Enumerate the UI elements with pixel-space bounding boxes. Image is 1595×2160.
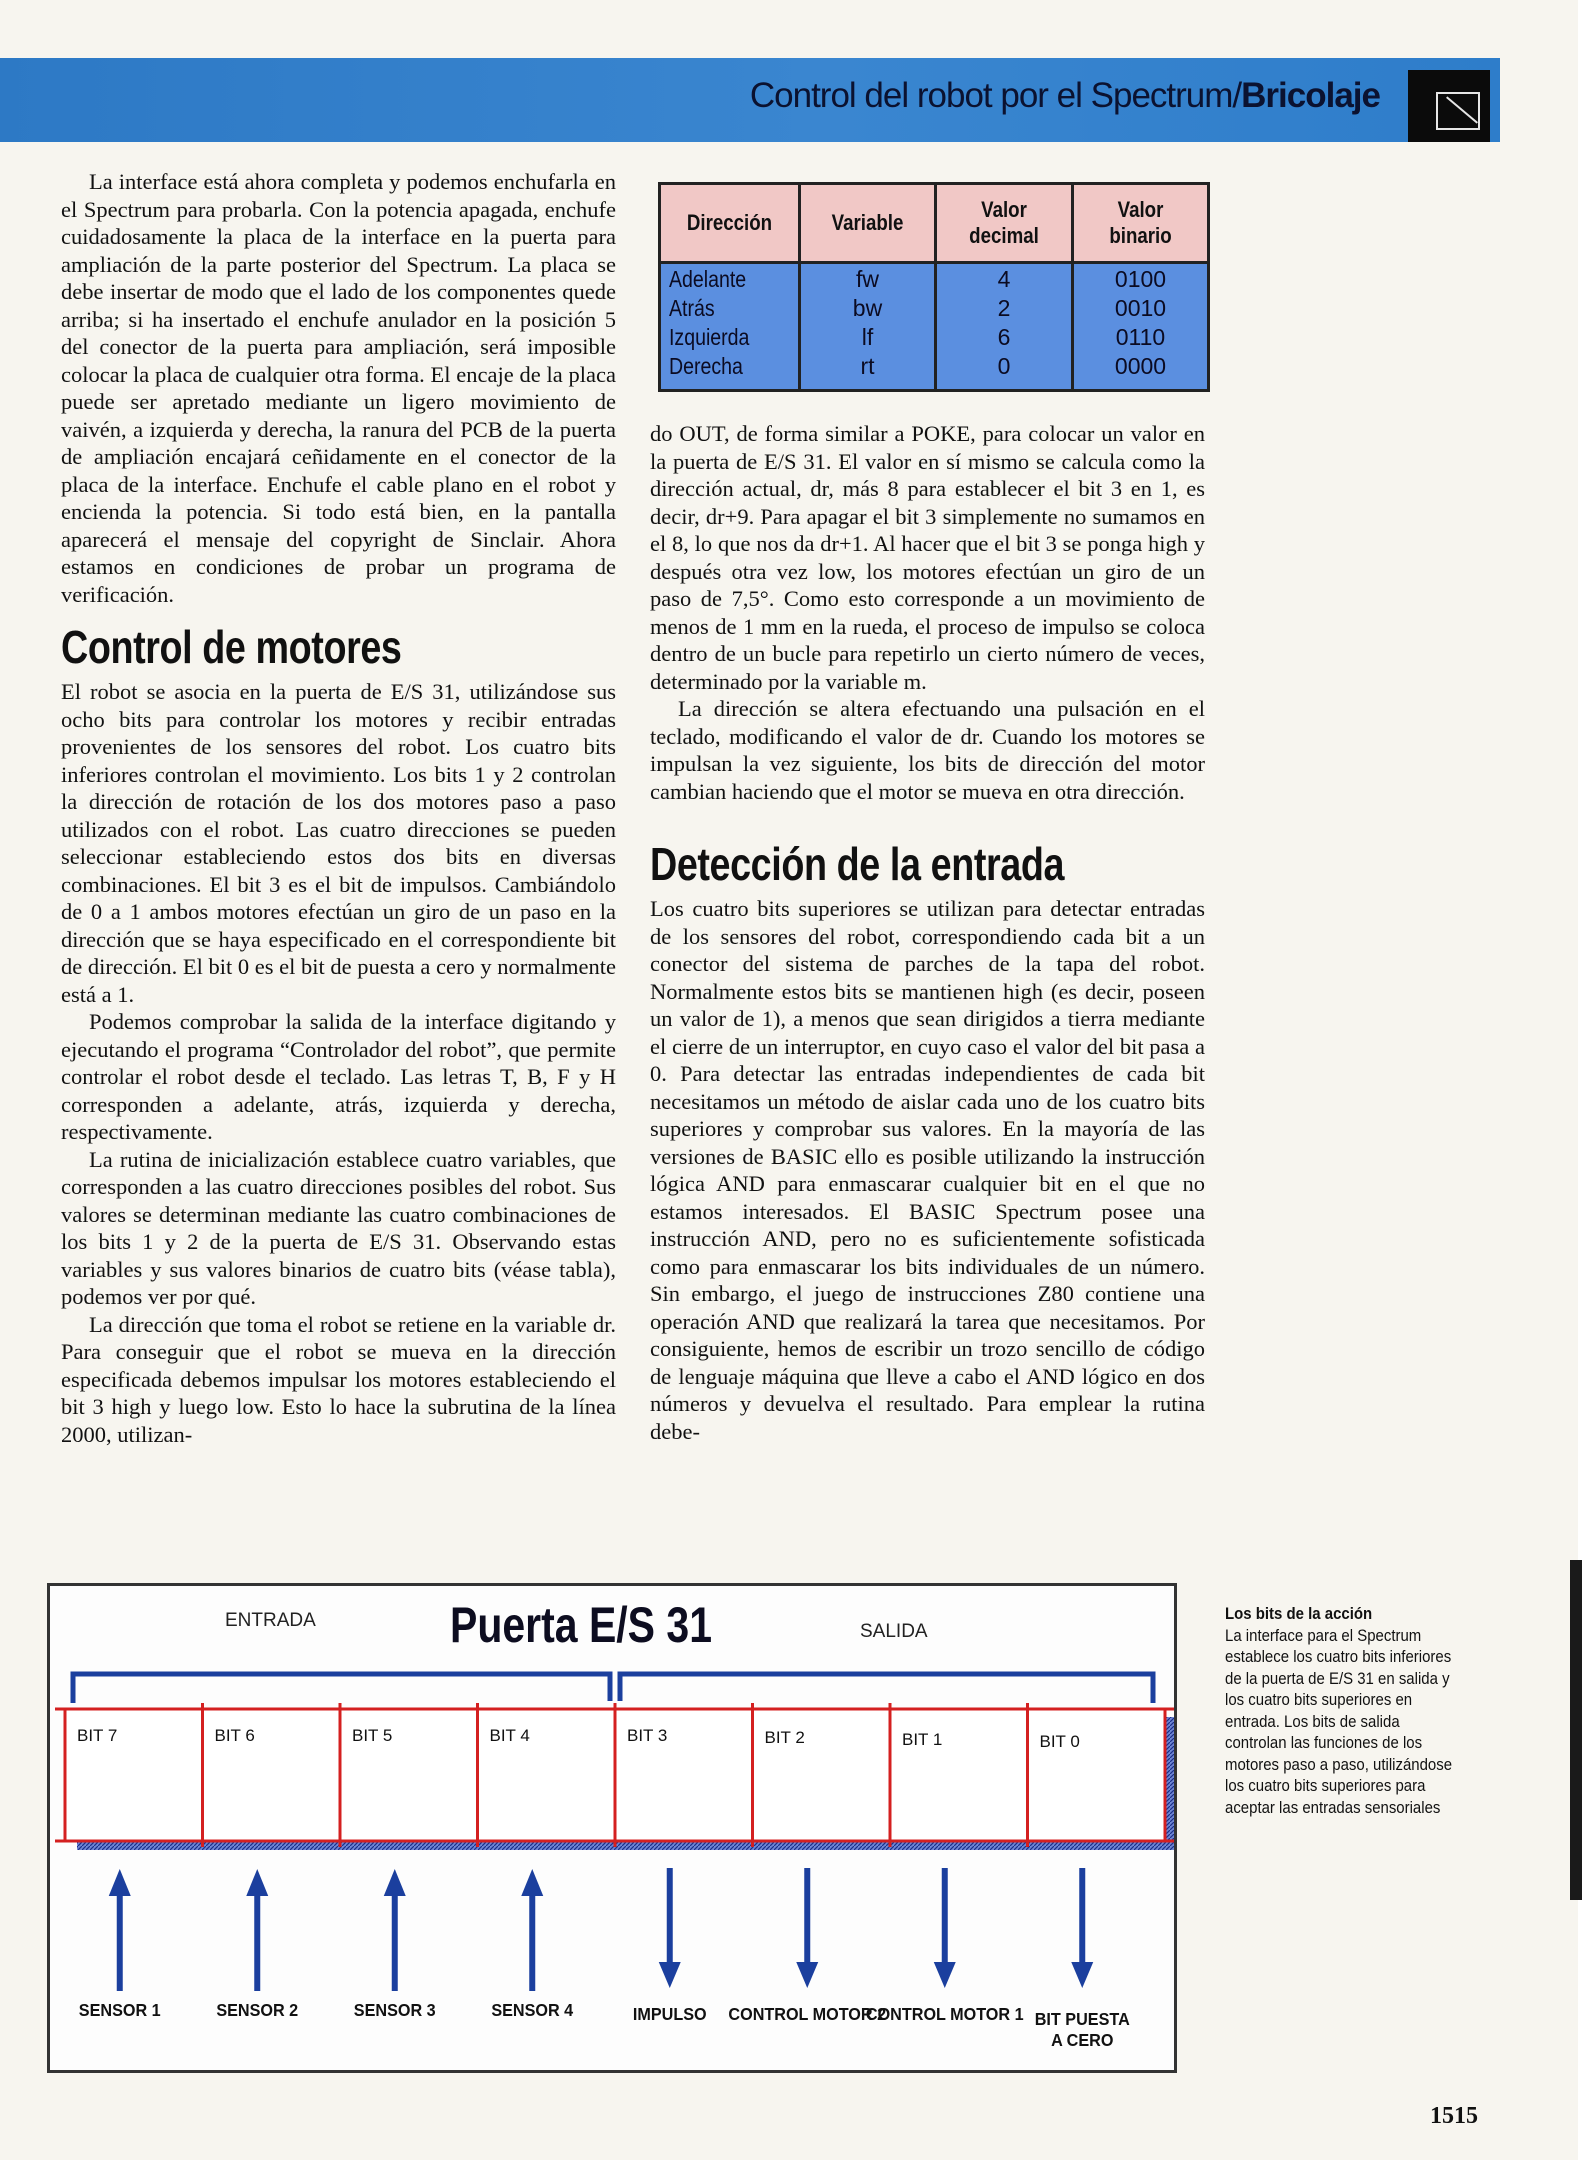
port-diagram (47, 1583, 1177, 2073)
signal-label: A CERO (1051, 2030, 1114, 2051)
signal-label: BIT PUESTA (1034, 2009, 1130, 2030)
header-valor-decimal: Valor decimal (969, 197, 1039, 248)
motores-paragraph-3: La rutina de inicialización establece cuatro variables, que corresponden a las cuatro direcciones posibles del robot. Sus valores se determinan mediante las cuatro combinaciones de los bits 1 y 2 de la puerta de E/S 31. Observando estas variables y sus valores binarios de cuatro bits (véase tabla), podemos ver por qué. (61, 1146, 616, 1309)
table-cell: Izquierda (669, 324, 750, 350)
motores-paragraph-2: Podemos comprobar la salida de la interface digitando y ejecutando el programa “Controlador del robot”, que permite controlar el robot desde el teclado. Las letras T, B, F y H corresponden a adelante, atrás, izquierda y derecha, respectivamente. (61, 1009, 616, 1144)
direction-table (658, 182, 1210, 392)
input-arrow-head (246, 1869, 268, 1896)
column-variable (801, 265, 934, 381)
bit-cell-label: BIT 0 (1039, 1732, 1080, 1751)
table-cell: lf (861, 324, 874, 350)
table-cell: 0100 (1114, 266, 1167, 292)
header-valor-binario: Valor binario (1109, 197, 1172, 248)
intro-paragraph: La interface está ahora completa y podemos enchufarla en el Spectrum para probarla. Con la potencia apagada, enchufe cuidadosamente la placa de la interface en la puerta para ampliación de la parte posterior del Spectrum. La placa se debe insertar de modo que el lado de los componentes quede arriba; si ha insertado el enchufe anulador en la posición 5 del conector de la puerta para ampliación, será imposible colocar la placa de cualquier otra forma. El encaje de la placa puede ser apretado mediante un ligero movimiento de vaivén, a izquierda y derecha, la ranura del PCB de la puerta de ampliación encajará ceñidamente en el conector de la placa de la interface. Enchufe el cable plano en el robot y encienda la potencia. Si todo está bien, en la pantalla aparecerá el mensaje del copyright de Sinclair. Ahora estamos en condiciones de probar un programa de verificación. (61, 169, 616, 607)
deteccion-paragraph: Los cuatro bits superiores se utilizan para detectar entradas de los sensores del robot, correspondiendo cada bit a un conector del sistema de parches de la tapa del robot. Normalmente estos bits se mantienen high (es decir, poseen un valor de 1), a menos que sean dirigidos a tierra mediante el cierre de un interruptor, en cuyo caso el valor del bit pasa a 0. Para detectar las entradas independientes de cada bit necesitamos un método de aislar cada uno de los cuatro bits superiores y comprobar sus valores. En la mayoría de las versiones de BASIC ello es posible utilizando la instrucción lógica AND para enmascarar cualquier bit en el que no estamos interesados. El BASIC Spectrum posee una instrucción AND, pero no es suficientemente sofisticada como para enmascarar los bits individuales de un número. Sin embargo, el juego de instrucciones Z80 contiene una operación AND que realizará la tarea que necesitamos. Por consiguiente, hemos de escribir un trozo sencillo de código de lenguaje máquina que lleve a cabo el AND lógico en dos números y devuelva el resultado. Para emplear la rutina debe- (650, 896, 1205, 1444)
right-paragraph-1: do OUT, de forma similar a POKE, para colocar un valor en la puerta de E/S 31. El valor en sí mismo se calcula como la dirección actual, dr, más 8 para establecer el bit 3 en 1, es decir, dr+9. Para apagar el bit 3 simplemente no sumamos en el 8, lo que nos da dr+1. Al hacer que el bit 3 se ponga high y después otra vez low, los motores efectúan un giro de un paso de 7,5°. Como esto corresponde a un movimiento de menos de 1 mm en la rueda, el proceso de impulso se coloca dentro de un bucle para repetirlo un cierto número de veces, determinado por la variable m. (650, 421, 1205, 694)
bit-cell-label: BIT 4 (489, 1726, 530, 1745)
entrada-label: ENTRADA (225, 1610, 316, 1631)
header-band (0, 58, 1500, 142)
header-category: Bricolaje (1241, 76, 1380, 115)
table-cell: 0110 (1115, 324, 1166, 350)
table-cell: 2 (997, 295, 1011, 321)
entrada-bracket (73, 1674, 610, 1703)
input-arrow-head (109, 1869, 131, 1896)
header-direccion: Dirección (686, 210, 773, 235)
header-variable: Variable (831, 210, 904, 235)
right-paragraph-2: La dirección se altera efectuando una pulsación en el teclado, modificando el valor de dr. Cuando los motores se impulsan la vez siguiente, los bits de dirección del motor cambian haciendo que el motor se mueva en otra dirección. (650, 696, 1205, 804)
table-cell: 0 (997, 353, 1011, 379)
diagram-title: Puerta E/S 31 (450, 1597, 712, 1653)
page-number: 1515 (1430, 2103, 1478, 2129)
motores-paragraph-4: La dirección que toma el robot se retiene en la variable dr. Para conseguir que el robot se mueva en la dirección especificada debemos impulsar los motores estableciendo el bit 3 high y luego low. Esto lo hace la subrutina de la línea 2000, utilizan- (61, 1311, 616, 1447)
bit-cell-label: BIT 3 (627, 1726, 668, 1745)
output-arrow-head (796, 1962, 818, 1988)
bit-cell-label: BIT 6 (214, 1726, 255, 1745)
column-binario (1074, 265, 1207, 381)
table-cell: Adelante (669, 266, 747, 292)
signal-label: SENSOR 4 (491, 2000, 574, 2021)
signal-label: CONTROL MOTOR 1 (865, 2004, 1024, 2025)
output-arrow-head (1071, 1962, 1093, 1988)
table-cell: 6 (997, 324, 1011, 350)
binding-shadow (1570, 1560, 1582, 1900)
signal-label: CONTROL MOTOR 2 (728, 2004, 887, 2025)
column-direccion (669, 265, 749, 381)
port-diagram-svg (50, 1586, 1174, 2070)
figure-caption (1225, 1603, 1463, 1818)
signal-label: SENSOR 3 (353, 2000, 436, 2021)
input-arrow-head (521, 1869, 543, 1896)
header-title (750, 76, 1380, 116)
output-arrow-head (659, 1962, 681, 1988)
heading-control-motores: Control de motores (61, 621, 402, 673)
table-cell: fw (856, 266, 879, 292)
bit-cell-label: BIT 1 (902, 1730, 943, 1749)
signal-label: IMPULSO (632, 2004, 707, 2025)
caption-text: La interface para el Spectrum establece los cuatro bits inferiores de la puerta de E/S 31 en salida y los cuatro bits superiores en entrada. Los bits de salida controlan las funciones de los motores paso a paso, utilizándose los cuatro bits superiores para aceptar las entradas sensoriales (1225, 1625, 1453, 1817)
salida-bracket (620, 1674, 1153, 1703)
tools-icon (1408, 70, 1490, 142)
table-cell: Derecha (669, 353, 743, 379)
bit-cell-label: BIT 5 (352, 1726, 393, 1745)
bit-cell-label: BIT 2 (764, 1728, 805, 1747)
input-arrow-head (384, 1869, 406, 1896)
table-cell: 0000 (1114, 353, 1167, 379)
output-arrow-head (934, 1962, 956, 1988)
signal-label: SENSOR 1 (78, 2000, 161, 2021)
column-decimal (937, 265, 1071, 381)
table-cell: Atrás (669, 295, 715, 321)
caption-title: Los bits de la acción (1225, 1604, 1373, 1623)
table-cell: bw (852, 295, 883, 321)
left-column (61, 168, 616, 1448)
motores-paragraph-1: El robot se asocia en la puerta de E/S 31, utilizándose sus ocho bits para controlar los motores y recibir entradas provenientes de los sensores del robot. Los cuatro bits inferiores controlan el movimiento. Los bits 1 y 2 controlan la dirección de rotación de los dos motores paso a paso utilizados con el robot. Las cuatro direcciones se pueden seleccionar estableciendo estos dos bits en diversas combinaciones. El bit 3 es el bit de impulsos. Cambiándolo de 0 a 1 ambos motores efectúan un giro de un paso en la dirección que se haya especificado en el correspondiente bit de dirección. El bit 0 es el bit de puesta a cero y normalmente está a 1. (61, 679, 616, 1007)
table-cell: 4 (997, 266, 1011, 292)
heading-deteccion-entrada: Detección de la entrada (650, 838, 1065, 890)
header-section: Control del robot por el Spectrum/ (749, 76, 1242, 115)
table-cell: rt (860, 353, 875, 379)
right-column (650, 420, 1205, 1445)
table-cell: 0010 (1114, 295, 1167, 321)
salida-label: SALIDA (860, 1621, 928, 1642)
bit-cell-label: BIT 7 (77, 1726, 118, 1745)
signal-label: SENSOR 2 (216, 2000, 299, 2021)
